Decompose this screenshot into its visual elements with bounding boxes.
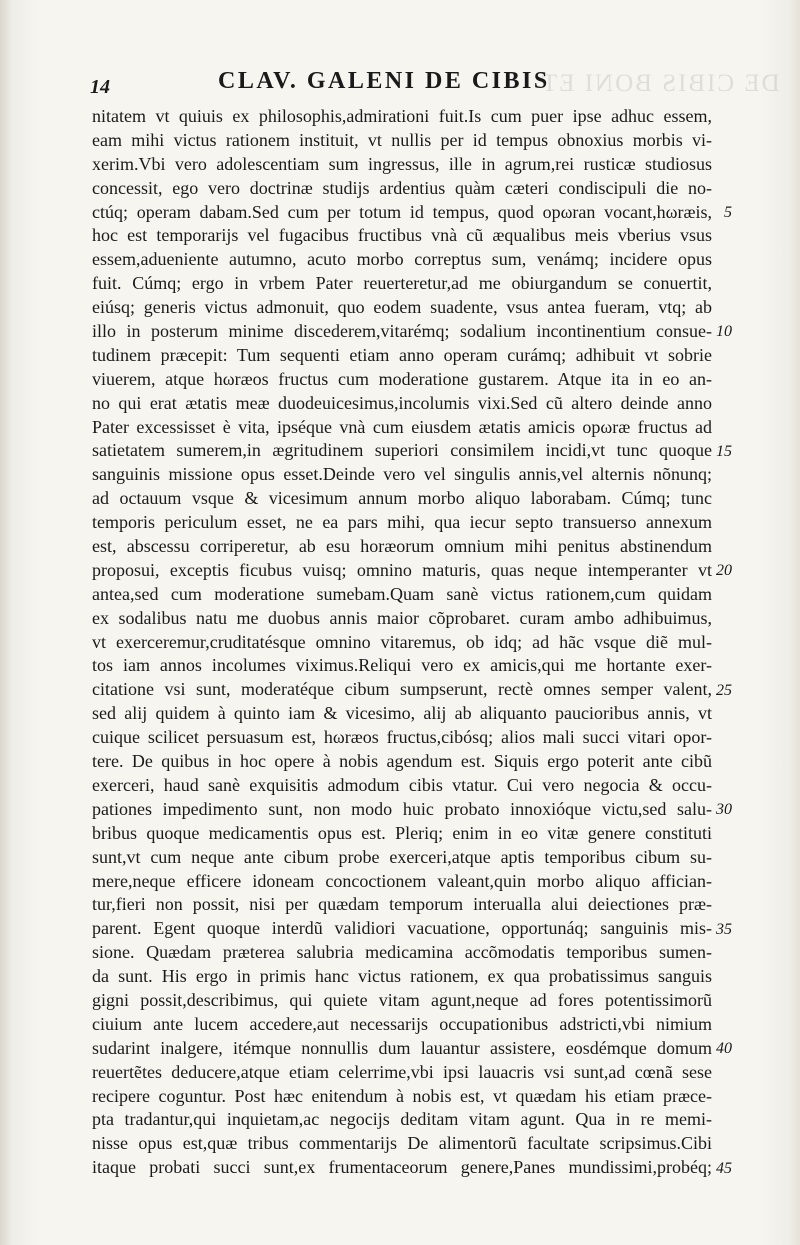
text-line: tur,fieri non possit, nisi per quædam temporum interualla alui deiectiones præ-	[92, 894, 712, 915]
text-line: recipere coguntur. Post hæc enitendum à nobis est, vt quædam his etiam præce-	[92, 1085, 712, 1106]
text-line: exerceri, haud sanè exquisitis admodum cibis vtatur. Cui vero negocia & occu-	[92, 774, 712, 795]
body-text	[92, 105, 712, 1180]
bleed-through-text: DE CIBIS BONI ET	[540, 70, 780, 97]
text-line: nisse opus est,quæ tribus commentarijs De alimentorũ facultate scripsimus.Cibi	[92, 1133, 712, 1154]
text-line: proposui, exceptis ficubus vuisq; omnino maturis, quas neque intemperanter vt	[92, 559, 712, 580]
text-line: eiúsq; generis victus admonuit, quo eodem suadente, vsus antea fueram, vtq; ab	[92, 297, 712, 318]
text-line: concessit, ego vero doctrinæ studijs ardentius quàm cæteri condiscipuli die no-	[92, 177, 712, 198]
text-line: parent. Egent quoque interdũ validiori vacuatione, opportunáq; sanguinis mis-	[92, 918, 712, 939]
text-line: antea,sed cum moderatione sumebam.Quam sanè victus rationem,cum quidam	[92, 583, 712, 604]
text-line: temporis periculum esset, ne ea pars mihi, qua iecur septo transuerso annexum	[92, 512, 712, 533]
text-line: ctúq; operam dabam.Sed cum per totum id tempus, quod opωran vocant,hωræis,	[92, 201, 712, 222]
margin-line-number: 20	[716, 562, 732, 580]
text-line: essem,adueniente autumno, acuto morbo correptus sum, venámq; incidere opus	[92, 249, 712, 270]
margin-line-number: 30	[716, 801, 732, 819]
margin-line-number: 5	[724, 203, 732, 221]
page-number: 14	[90, 76, 110, 98]
text-line: sunt,vt cum neque ante cibum probe exerceri,atque aptis temporibus cibum su-	[92, 846, 712, 867]
text-line: pationes impedimento sunt, non modo huic probato innoxióque victu,sed salu-	[92, 798, 712, 819]
text-line: tos iam annos incolumes viximus.Reliqui vero ex amicis,qui me hortante exer-	[92, 655, 712, 676]
text-line: tere. De quibus in hoc opere à nobis agendum est. Siquis ergo poterit ante cibũ	[92, 751, 712, 772]
text-line: mere,neque efficere idoneam concoctionem valeant,quin morbo aliquo affician-	[92, 870, 712, 891]
text-line: reuertẽtes deducere,atque etiam celerrime,vbi ipsi lauacris vsi sunt,ad cœnã sese	[92, 1061, 712, 1082]
text-line: pta tradantur,qui inquietam,ac negocijs deditam vitam agunt. Qua in re memi-	[92, 1109, 712, 1130]
text-line: tudinem præcepit: Tum sequenti etiam anno operam curámq; adhibuit vt sobrie	[92, 344, 712, 365]
text-line: hoc est temporarijs vel fugacibus fructibus vnà cũ æqualibus meis vberius vsus	[92, 225, 712, 246]
text-line: xerim.Vbi vero adolescentiam sum ingressus, ille in agrum,rei rusticæ studiosus	[92, 153, 712, 174]
margin-line-number: 10	[716, 323, 732, 341]
text-line: Pater excessisset è vita, ipséque vnà cum eiusdem ætatis amicis opωræ fructus ad	[92, 416, 712, 437]
text-line: sione. Quædam præterea salubria medicamina accõmodatis temporibus sumen-	[92, 942, 712, 963]
text-line: gigni possit,describimus, qui quiete vitam agunt,neque ad fores potentissimorũ	[92, 989, 712, 1010]
text-line: fuit. Cúmq; ergo in vrbem Pater reuerteretur,ad me obiurgandum se conuertit,	[92, 273, 712, 294]
text-line: itaque probati succi sunt,ex frumentaceorum genere,Panes mundissimi,probéq;	[92, 1157, 712, 1178]
text-line: bribus quoque medicamentis opus est. Pleriq; enim in eo vitæ genere constituti	[92, 822, 712, 843]
text-line: eam mihi victus rationem instituit, vt nullis per id tempus obnoxius morbis vi-	[92, 129, 712, 150]
text-line: est, abscessu corriperetur, ab esu horæorum omnium mihi penitus abstinendum	[92, 536, 712, 557]
margin-line-number: 35	[716, 920, 732, 938]
text-line: satietatem sumerem,in ægritudinem superiori consimilem incidi,vt tunc quoque	[92, 440, 712, 461]
margin-line-number: 45	[716, 1159, 732, 1177]
text-line: sudarint inalgere, itémque nonnullis dum lauantur assistere, eosdémque domum	[92, 1037, 712, 1058]
text-line: cuique scilicet persuasum est, hωræos fructus,cibósq; alios mali succi vitari opor-	[92, 727, 712, 748]
text-line: no qui erat ætatis meæ duodeuicesimus,incolumis vixi.Sed cũ altero deinde anno	[92, 392, 712, 413]
text-line: sanguinis missione opus esset.Deinde vero vel singulis annis,vel alternis nõnunq;	[92, 464, 712, 485]
text-line: da sunt. His ergo in primis hanc victus rationem, ex qua probatissimus sanguis	[92, 966, 712, 987]
running-head: CLAV. GALENI DE CIBIS	[218, 68, 550, 94]
text-line: vt exerceremur,cruditatésque omnino vitaremus, ob idq; ad hãc vsque diẽ mul-	[92, 631, 712, 652]
margin-line-number: 25	[716, 681, 732, 699]
text-line: nitatem vt quiuis ex philosophis,admirationi fuit.Is cum puer ipse adhuc essem,	[92, 106, 712, 126]
text-line: ex sodalibus natu me duobus annis maior cõprobaret. curam ambo adhibuimus,	[92, 607, 712, 628]
text-line: ad octauum vsque & vicesimum annum morbo aliquo laborabam. Cúmq; tunc	[92, 488, 712, 509]
text-line: viuerem, atque hωræos fructus cum moderatione gustarem. Atque ita in eo an-	[92, 368, 712, 389]
text-line: sed alij quidem à quinto iam & vicesimo, alij ab aliquanto paucioribus annis, vt	[92, 703, 712, 724]
margin-line-number: 15	[716, 442, 732, 460]
text-line: ciuium ante lucem accedere,aut necessarijs occupationibus adstricti,vbi nimium	[92, 1013, 712, 1034]
margin-line-number: 40	[716, 1040, 732, 1058]
text-line: citatione vsi sunt, moderatéque cibum sumpserunt, rectè omnes semper valent,	[92, 679, 712, 700]
text-line: illo in posterum minime discederem,vitarémq; sodalium incontinentium consue-	[92, 321, 712, 342]
